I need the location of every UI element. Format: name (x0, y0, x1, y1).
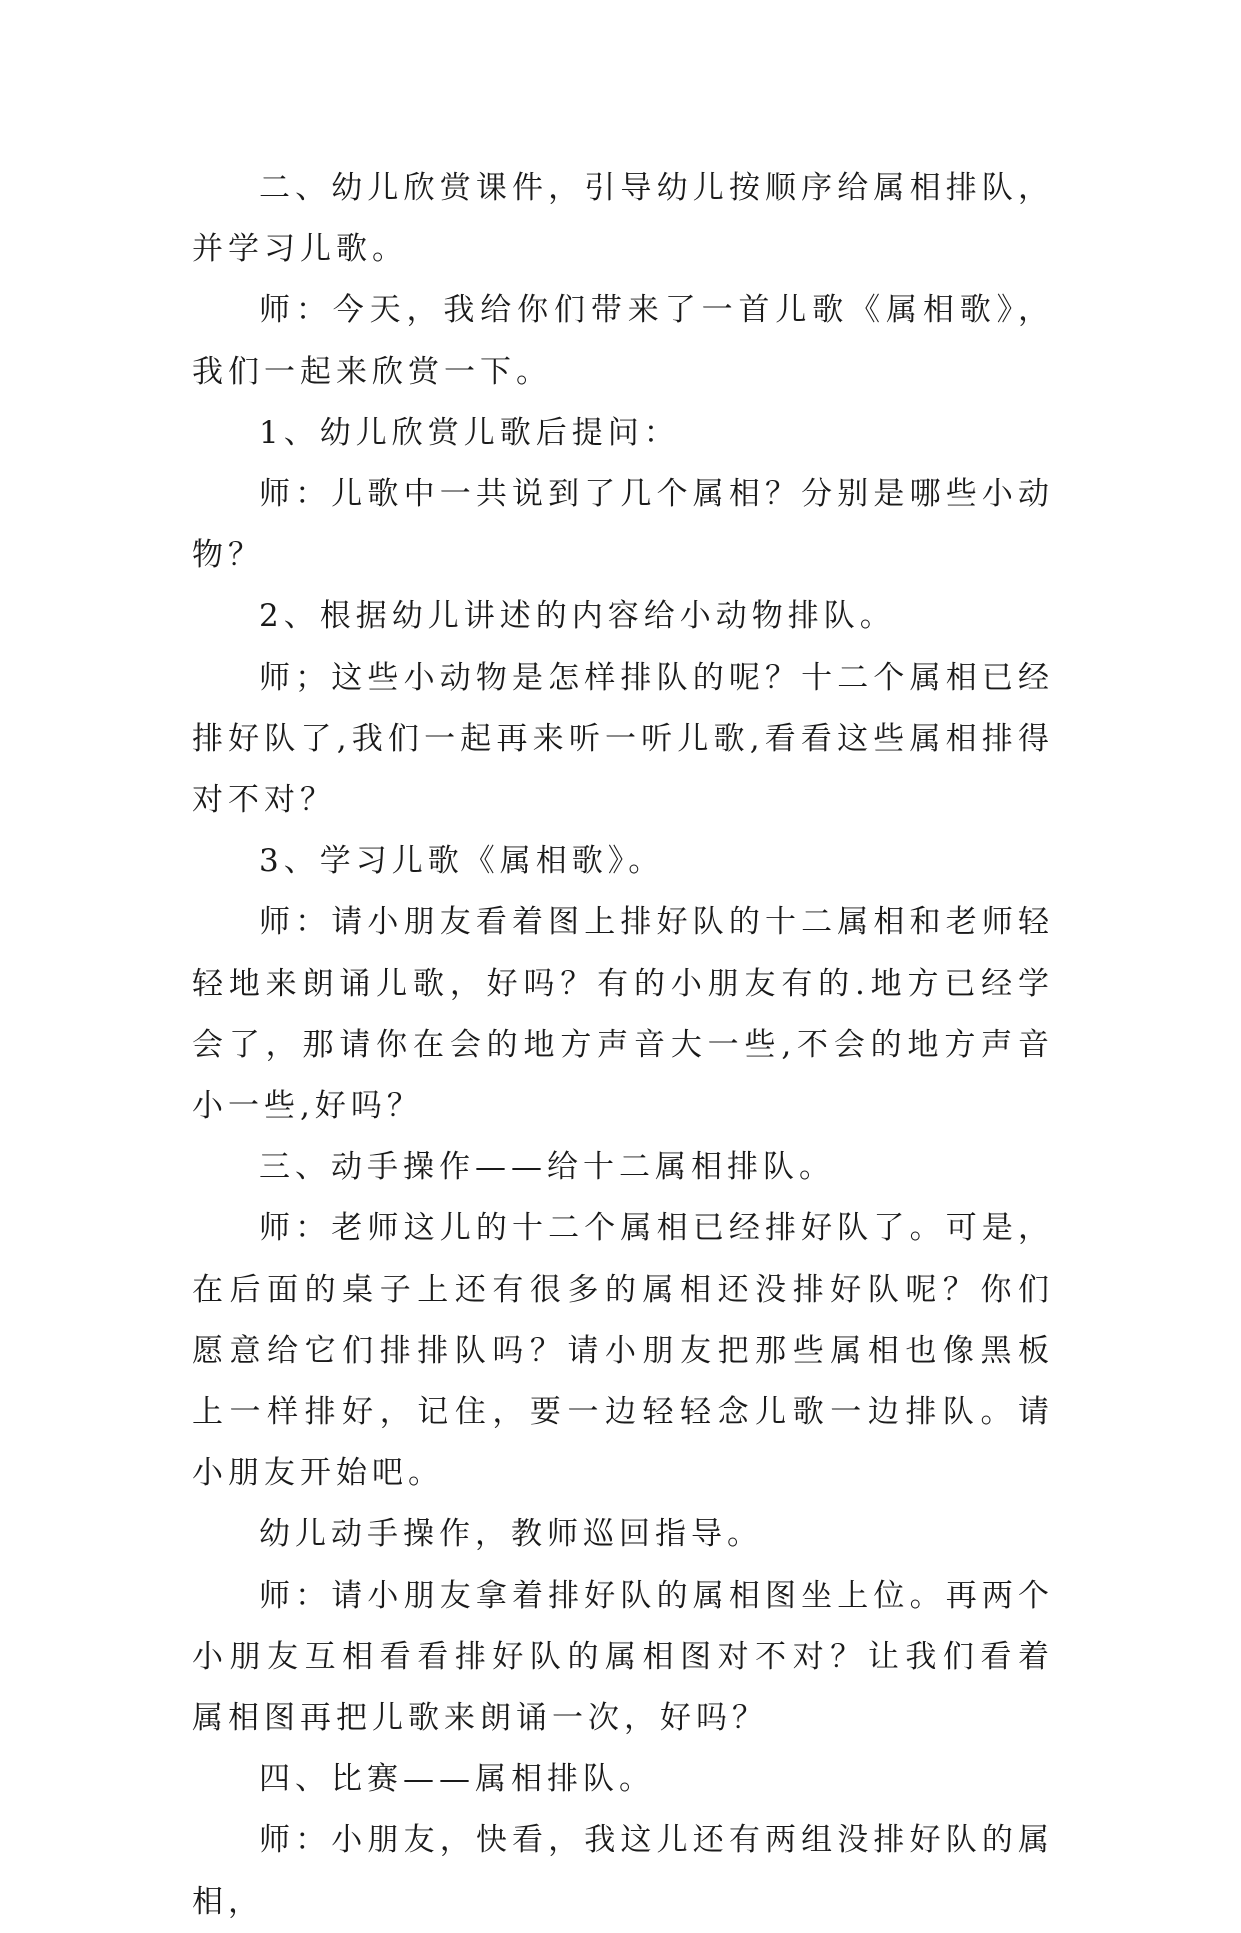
paragraph: 师：请小朋友拿着排好队的属相图坐上位。再两个小朋友互相看看排好队的属相图对不对？让我们看着属相图再把儿歌来朗诵一次，好吗？ (192, 1577, 1054, 1737)
section-heading: 三、动手操作——给十二属相排队。 (259, 1149, 835, 1186)
paragraph: 师：请小朋友看着图上排好队的十二属相和老师轻轻地来朗诵儿歌，好吗？有的小朋友有的.地方已经学会了，那请你在会的地方声音大一些,不会的地方声音小一些,好吗？ (192, 904, 1054, 1125)
paragraph: 师：老师这儿的十二个属相已经排好队了。可是，在后面的桌子上还有很多的属相还没排好队呢？你们愿意给它们排排队吗？请小朋友把那些属相也像黑板上一样排好，记住，要一边轻轻念儿歌一边排队。请小朋友开始吧。 (192, 1210, 1054, 1492)
section-heading: 四、比赛——属相排队。 (259, 1761, 655, 1798)
paragraph: 师：儿歌中一共说到了几个属相？分别是哪些小动物？ (192, 476, 1054, 574)
document-body (192, 158, 1054, 1933)
list-step: 1、幼儿欣赏儿歌后提问： (259, 414, 680, 451)
list-step: 2、根据幼儿讲述的内容给小动物排队。 (259, 598, 896, 635)
list-step: 3、学习儿歌《属相歌》。 (259, 843, 665, 880)
paragraph: 师：小朋友，快看，我这儿还有两组没排好队的属相， (192, 1822, 1054, 1920)
section-heading: 二、幼儿欣赏课件，引导幼儿按顺序给属相排队，并学习儿歌。 (192, 170, 1054, 268)
paragraph: 幼儿动手操作，教师巡回指导。 (259, 1516, 763, 1553)
paragraph: 师：今天，我给你们带来了一首儿歌《属相歌》，我们一起来欣赏一下。 (192, 292, 1054, 390)
paragraph: 师；这些小动物是怎样排队的呢？十二个属相已经排好队了,我们一起再来听一听儿歌,看看这些属相排得对不对？ (192, 659, 1054, 819)
